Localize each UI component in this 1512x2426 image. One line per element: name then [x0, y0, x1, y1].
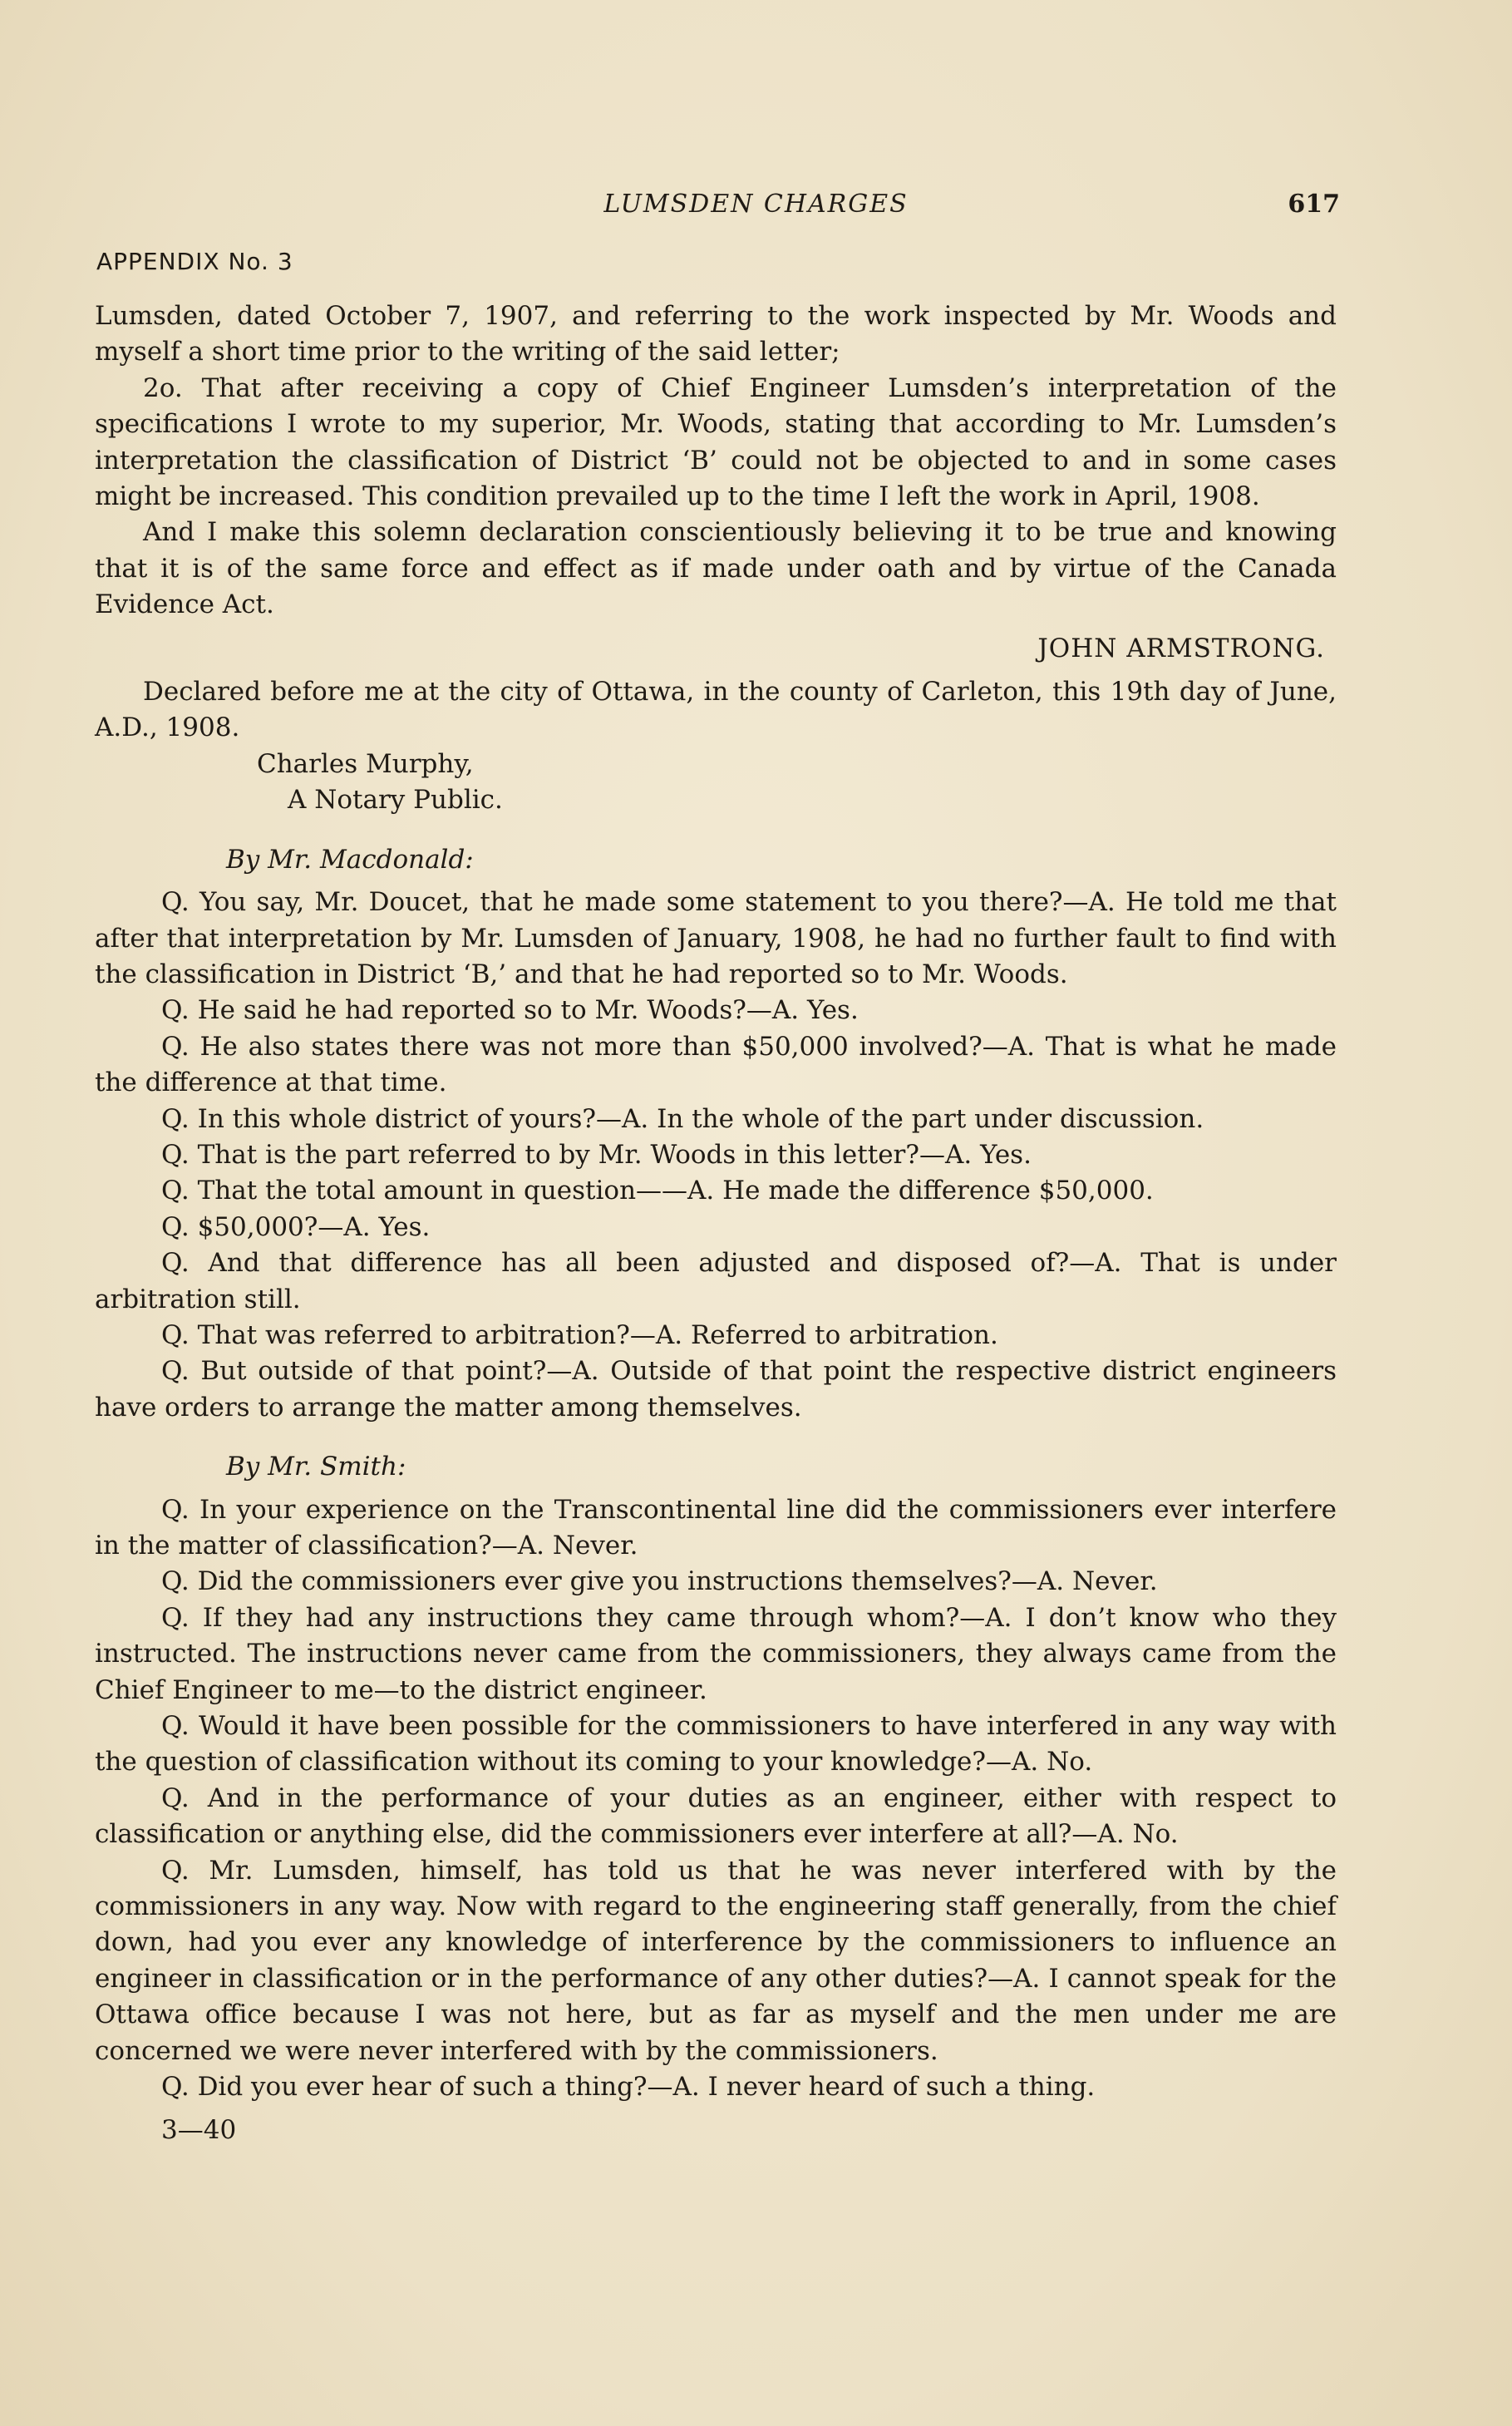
- qa-paragraph: Q. $50,000?—A. Yes.: [161, 1211, 431, 1242]
- qa-paragraph: Q. Did you ever hear of such a thing?—A. I never heard of such a thing.: [161, 2072, 1096, 2103]
- notary-title: A Notary Public.: [288, 785, 503, 816]
- qa-paragraph: Q. That is the part referred to by Mr. Woods in this letter?—A. Yes.: [161, 1139, 1032, 1170]
- qa-paragraph: Q. That the total amount in question——A. He made the difference $50,000.: [161, 1176, 1154, 1206]
- speaker-heading-macdonald: By Mr. Macdonald:: [226, 844, 474, 875]
- appendix-label: APPENDIX No. 3: [96, 248, 293, 275]
- qa-paragraph: Q. You say, Mr. Doucet, that he made some statement to you there?—A. He told me that after that interpretation by Mr. Lumsden of January, 1908, he had no further fault to find with the classification in District ‘B,’ and that he had reported so to Mr. Woods.: [95, 887, 1337, 989]
- qa-paragraph: Q. But outside of that point?—A. Outside of that point the respective district engineers have orders to arrange the matter among themselves.: [95, 1356, 1337, 1423]
- document-body: [95, 298, 1337, 2148]
- qa-paragraph: Q. He said he had reported so to Mr. Woods?—A. Yes.: [161, 995, 859, 1026]
- declaration-paragraph-2: 2o. That after receiving a copy of Chief Engineer Lumsden’s interpretation of the specifications I wrote to my superior, Mr. Woods, stating that according to Mr. Lumsden’s interpretation the classification of District ‘B’ could not be objected to and in some cases might be increased. This condition prevailed up to the time I left the work in April, 1908.: [95, 372, 1337, 512]
- declared-statement: Declared before me at the city of Ottawa, in the county of Carleton, this 19th day of June, A.D., 1908.: [95, 677, 1337, 743]
- qa-paragraph: Q. He also states there was not more than $50,000 involved?—A. That is what he made the difference at that time.: [95, 1031, 1337, 1098]
- qa-paragraph: Q. Mr. Lumsden, himself, has told us that he was never interfered with by the commissioners in any way. Now with regard to the engineering staff generally, from the chief down, had you ever any knowledge of interference by the commissioners to influence an engineer in classification or in the performance of any other duties?—A. I cannot speak for the Ottawa office because I was not here, but as far as myself and the men under me are concerned we were never interfered with by the commissioners.: [95, 1855, 1337, 2066]
- declaration-paragraph-1: Lumsden, dated October 7, 1907, and referring to the work inspected by Mr. Woods and myself a short time prior to the writing of the said letter;: [95, 301, 1337, 367]
- printer-signature: 3—40: [161, 2114, 237, 2145]
- qa-paragraph: Q. Would it have been possible for the commissioners to have interfered in any way with the question of classification without its coming to your knowledge?—A. No.: [95, 1711, 1337, 1778]
- notary-name: Charles Murphy,: [257, 748, 474, 779]
- qa-paragraph: Q. In your experience on the Transcontinental line did the commissioners ever interfere in the matter of classification?—A. Never.: [95, 1494, 1337, 1561]
- signer-name: JOHN ARMSTRONG.: [1037, 633, 1325, 663]
- qa-paragraph: Q. And in the performance of your duties as an engineer, either with respect to classification or anything else, did the commissioners ever interfere at all?—A. No.: [95, 1783, 1337, 1850]
- running-head: [0, 190, 1512, 223]
- page-number: 617: [1288, 190, 1340, 219]
- declaration-paragraph-3: And I make this solemn declaration conscientiously believing it to be true and knowing that it is of the same force and effect as if made under oath and by virtue of the Canada Evidence Act.: [95, 517, 1337, 620]
- running-title: LUMSDEN CHARGES: [603, 190, 909, 219]
- qa-paragraph: Q. If they had any instructions they came through whom?—A. I don’t know who they instructed. The instructions never came from the commissioners, they always came from the Chief Engineer to me—to the district engineer.: [95, 1602, 1337, 1705]
- qa-paragraph: Q. And that difference has all been adjusted and disposed of?—A. That is under arbitration still.: [95, 1248, 1337, 1314]
- qa-paragraph: Q. Did the commissioners ever give you instructions themselves?—A. Never.: [161, 1566, 1158, 1597]
- qa-paragraph: Q. That was referred to arbitration?—A. Referred to arbitration.: [161, 1319, 998, 1350]
- speaker-heading-smith: By Mr. Smith:: [226, 1452, 406, 1482]
- qa-paragraph: Q. In this whole district of yours?—A. In the whole of the part under discussion.: [161, 1103, 1204, 1134]
